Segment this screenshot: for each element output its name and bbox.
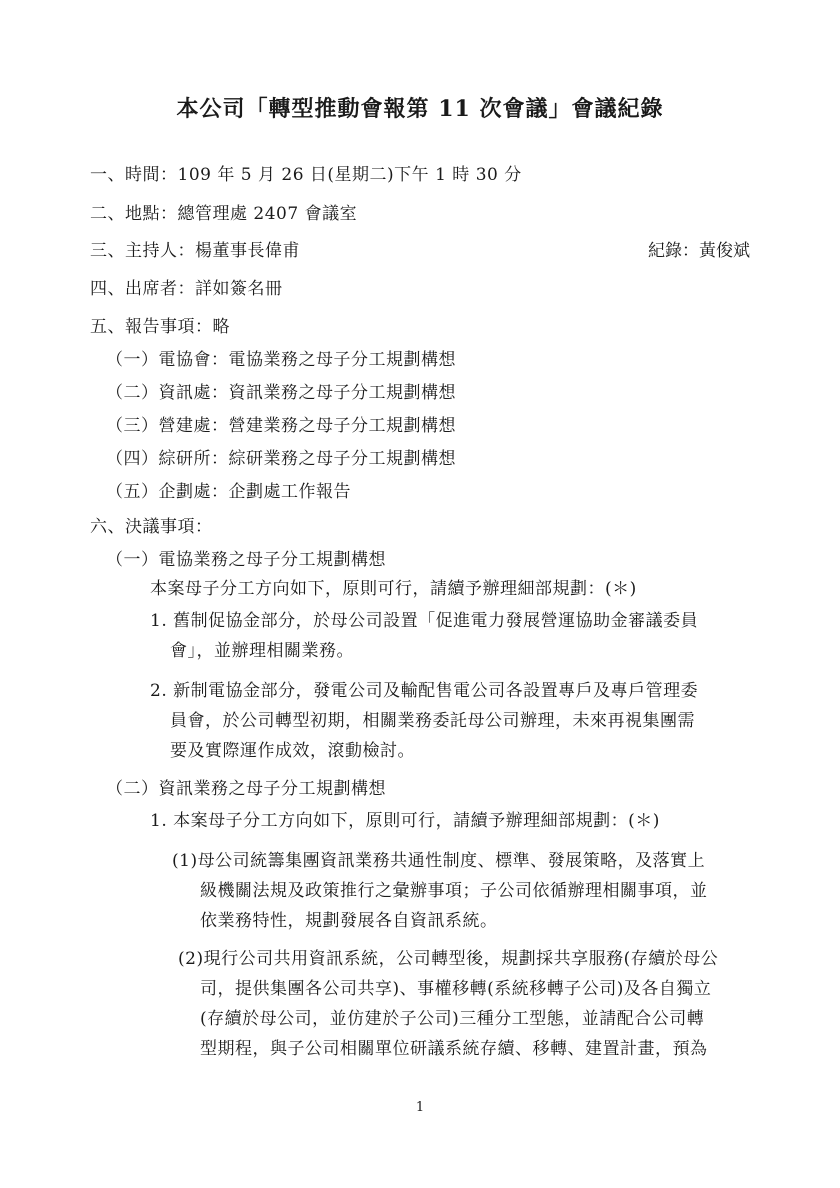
resolution-1-point-1-line: 1. 舊制促協金部分，於母公司設置「促進電力發展營運協助金審議委員 (150, 611, 699, 631)
resolution-1-point-2-line: 要及實際運作成效，滾動檢討。 (170, 741, 415, 761)
resolution-2-sub-1-line: 依業務特性，規劃發展各自資訊系統。 (200, 911, 498, 931)
resolution-1-intro: 本案母子分工方向如下，原則可行，請續予辦理細部規劃：(＊) (150, 579, 637, 599)
report-header: 五、報告事項：略 (90, 317, 230, 337)
resolution-2-sub-2-line: (2)現行公司共用資訊系統，公司轉型後，規劃採共享服務(存續於母公 (178, 949, 719, 969)
resolution-2-sub-1-line: (1)母公司統籌集團資訊業務共通性制度、標準、發展策略，及落實上 (172, 851, 706, 871)
resolution-1-point-2-line: 員會，於公司轉型初期，相關業務委託母公司辦理，未來再視集團需 (170, 711, 695, 731)
resolution-1-heading: （一）電協業務之母子分工規劃構想 (106, 550, 386, 570)
document-title: 本公司「轉型推動會報第 11 次會議」會議紀錄 (176, 96, 664, 122)
report-item: （四）綜研所：綜研業務之母子分工規劃構想 (106, 449, 456, 469)
resolution-2-sub-2-line: (存續於母公司，並仿建於子公司)三種分工型態，並請配合公司轉 (200, 1009, 705, 1029)
meeting-place: 二、地點：總管理處 2407 會議室 (90, 204, 358, 224)
report-item: （二）資訊處：資訊業務之母子分工規劃構想 (106, 383, 456, 403)
report-item: （一）電協會：電協業務之母子分工規劃構想 (106, 350, 456, 370)
resolution-2-sub-2-line: 型期程，與子公司相關單位研議系統存續、移轉、建置計畫，預為 (200, 1039, 708, 1059)
resolution-2-intro: 1. 本案母子分工方向如下，原則可行，請續予辦理細部規劃：(＊) (150, 811, 660, 831)
page-number: 1 (415, 1100, 425, 1115)
resolution-1-point-1-line: 會」，並辦理相關業務。 (170, 641, 354, 661)
meeting-attendees: 四、出席者：詳如簽名冊 (90, 279, 283, 299)
report-item: （三）營建處：營建業務之母子分工規劃構想 (106, 416, 456, 436)
resolution-2-sub-2-line: 司，提供集團各公司共享)、事權移轉(系統移轉子公司)及各自獨立 (200, 979, 712, 999)
resolution-1-point-2-line: 2. 新制電協金部分，發電公司及輸配售電公司各設置專戶及專戶管理委 (150, 681, 699, 701)
resolution-header: 六、決議事項： (90, 517, 213, 537)
resolution-2-heading: （二）資訊業務之母子分工規劃構想 (106, 779, 386, 799)
report-item: （五）企劃處：企劃處工作報告 (106, 482, 351, 502)
meeting-time: 一、時間：109 年 5 月 26 日(星期二)下午 1 時 30 分 (90, 165, 522, 185)
resolution-2-sub-1-line: 級機關法規及政策推行之彙辦事項；子公司依循辦理相關事項，並 (200, 881, 708, 901)
meeting-chair: 三、主持人：楊董事長偉甫 (90, 241, 300, 261)
meeting-recorder: 紀錄：黃俊斌 (648, 241, 750, 261)
